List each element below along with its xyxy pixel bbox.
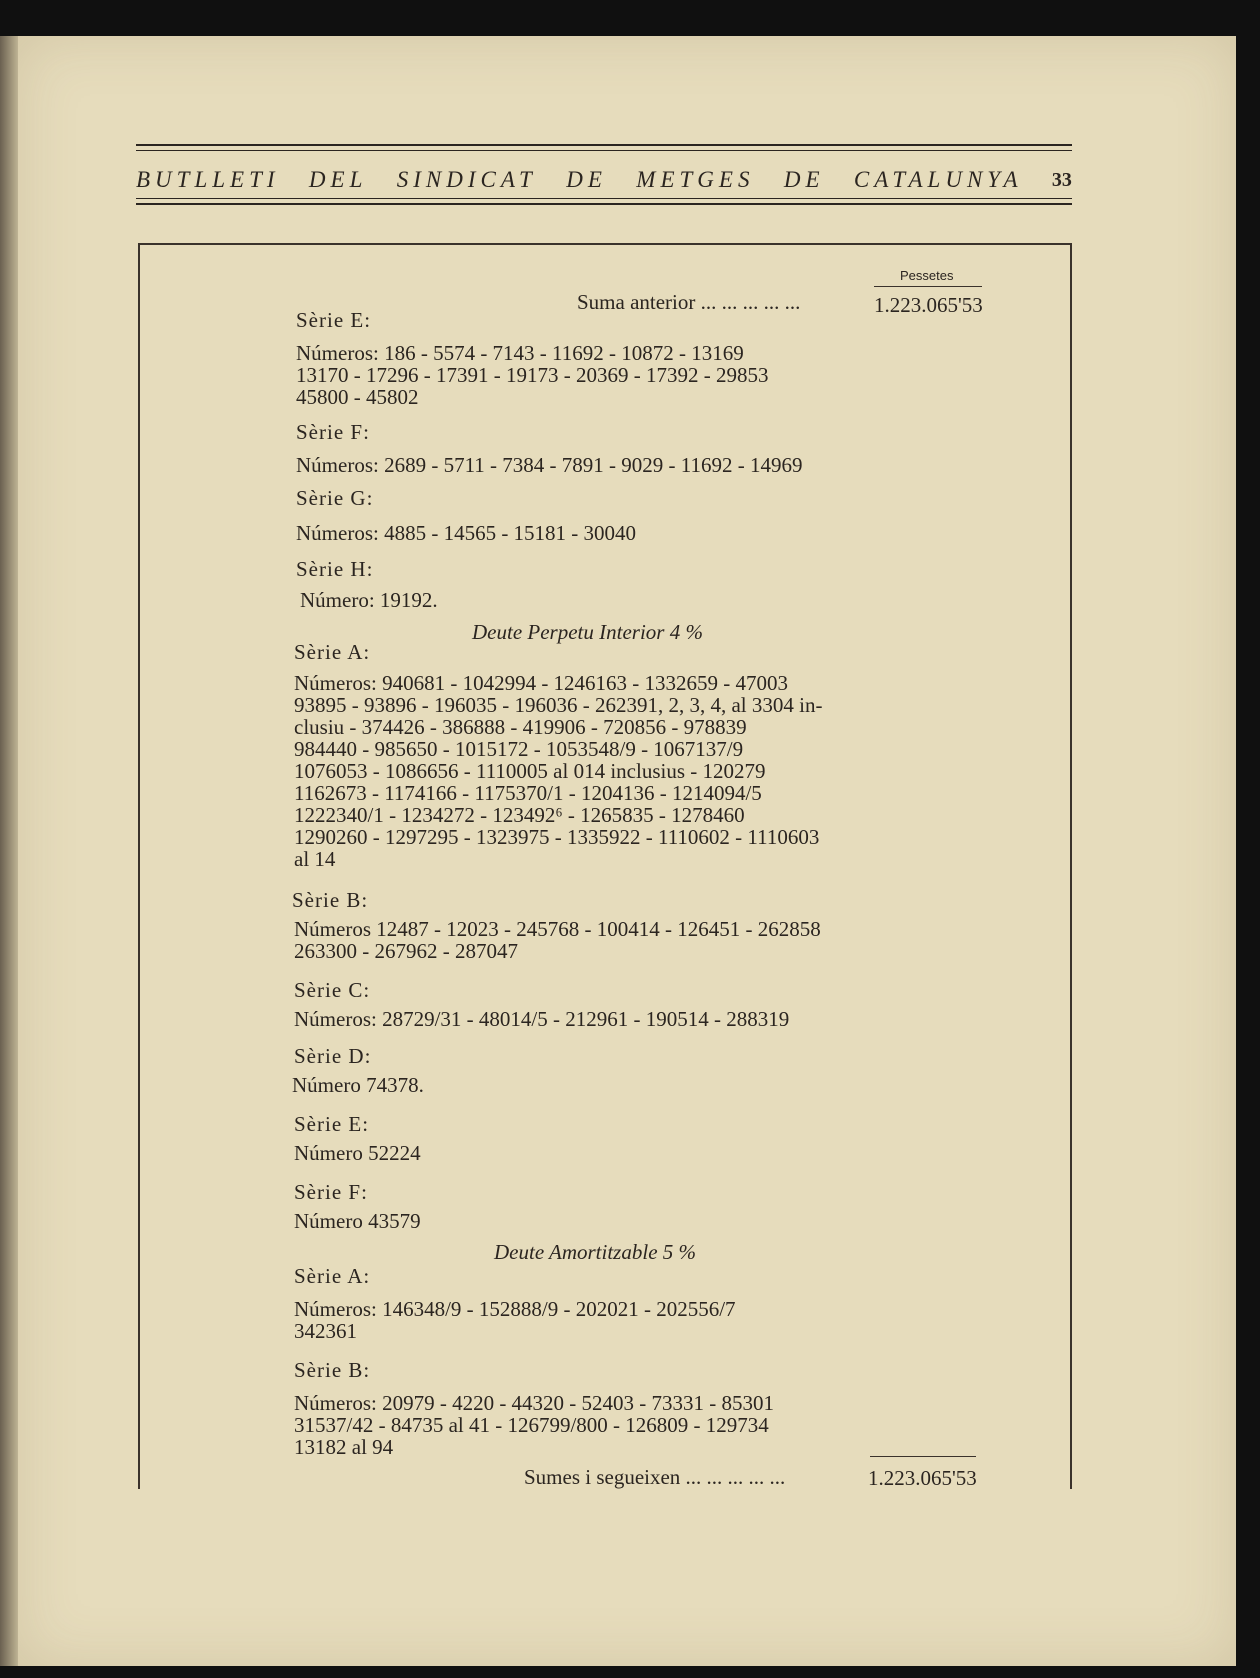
- numbers-line: 342361: [294, 1319, 357, 1343]
- serie-label: Sèrie F:: [296, 420, 370, 444]
- header-word: SINDICAT: [396, 167, 537, 192]
- serie-label: Sèrie A:: [294, 640, 371, 664]
- serie-label: Sèrie E:: [296, 308, 372, 332]
- serie-label: Sèrie B:: [292, 888, 369, 912]
- header-word: METGES: [636, 167, 755, 192]
- numbers-line: 1290260 - 1297295 - 1323975 - 1335922 - 1110602 - 1110603: [294, 825, 820, 849]
- numbers-line: Números: 28729/31 - 48014/5 - 212961 - 190514 - 288319: [294, 1007, 790, 1031]
- numbers-line: 31537/42 - 84735 al 41 - 126799/800 - 126809 - 129734: [294, 1413, 769, 1437]
- numbers-line: Número: 19192.: [300, 588, 438, 612]
- numbers-line: 984440 - 985650 - 1015172 - 1053548/9 - 1067137/9: [294, 737, 744, 761]
- header-word: CATALUNYA: [853, 167, 1023, 192]
- header-word: DE: [566, 167, 607, 192]
- serie-label: Sèrie B:: [294, 1358, 371, 1382]
- column-header-rule: [874, 286, 982, 287]
- section-title: Deute Perpetu Interior 4 %: [472, 620, 703, 644]
- numbers-line: 93895 - 93896 - 196035 - 196036 - 262391, 2, 3, 4, al 3304 in-: [294, 693, 823, 717]
- serie-label: Sèrie D:: [294, 1044, 372, 1068]
- numbers-line: Números: 4885 - 14565 - 15181 - 30040: [296, 521, 637, 545]
- numbers-line: Números: 940681 - 1042994 - 1246163 - 1332659 - 47003: [294, 671, 789, 695]
- running-header: [136, 162, 1072, 198]
- serie-label: Sèrie G:: [296, 486, 374, 510]
- serie-label: Sèrie C:: [294, 978, 371, 1002]
- serie-label: Sèrie A:: [294, 1264, 371, 1288]
- table-frame-right: [1070, 243, 1072, 1489]
- numbers-line: Número 43579: [294, 1209, 421, 1233]
- table-frame-left: [138, 243, 140, 1489]
- numbers-line: Números: 186 - 5574 - 7143 - 11692 - 10872 - 13169: [296, 341, 744, 365]
- header-word: BUTLLETI: [136, 167, 280, 192]
- numbers-line: al 14: [294, 847, 336, 871]
- numbers-line: Números: 20979 - 4220 - 44320 - 52403 - 73331 - 85301: [294, 1391, 775, 1415]
- sumes-amount: 1.223.065'53: [868, 1466, 977, 1490]
- serie-label: Sèrie H:: [296, 557, 374, 581]
- numbers-line: Números: 2689 - 5711 - 7384 - 7891 - 9029 - 11692 - 14969: [296, 453, 803, 477]
- suma-anterior-amount: 1.223.065'53: [874, 293, 983, 317]
- suma-anterior-label: Suma anterior ... ... ... ... ...: [577, 290, 801, 314]
- serie-label: Sèrie F:: [294, 1180, 368, 1204]
- header-rule-top: [136, 144, 1072, 146]
- serie-label: Sèrie E:: [294, 1112, 370, 1136]
- header-word: DE: [783, 167, 825, 192]
- header-rule-bottom-thin: [136, 198, 1072, 199]
- header-rule-bottom: [136, 203, 1072, 205]
- header-rule-top-thin: [136, 150, 1072, 151]
- total-rule: [870, 1456, 976, 1457]
- page-number: 33: [1051, 168, 1072, 191]
- numbers-line: Números 12487 - 12023 - 245768 - 100414 - 126451 - 262858: [294, 917, 821, 941]
- sumes-label: Sumes i segueixen ... ... ... ... ...: [524, 1465, 786, 1489]
- numbers-line: 13170 - 17296 - 17391 - 19173 - 20369 - 17392 - 29853: [296, 363, 769, 387]
- numbers-line: Números: 146348/9 - 152888/9 - 202021 - 202556/7: [294, 1297, 736, 1321]
- numbers-line: clusiu - 374426 - 386888 - 419906 - 720856 - 978839: [294, 715, 747, 739]
- numbers-line: 263300 - 267962 - 287047: [294, 939, 518, 963]
- numbers-line: 1162673 - 1174166 - 1175370/1 - 1204136 - 1214094/5: [294, 781, 762, 805]
- table-frame-top: [138, 243, 1072, 245]
- numbers-line: 13182 al 94: [294, 1435, 394, 1459]
- column-header: Pessetes: [900, 268, 954, 283]
- numbers-line: 1076053 - 1086656 - 1110005 al 014 inclusius - 120279: [294, 759, 766, 783]
- section-title: Deute Amortitzable 5 %: [494, 1240, 697, 1264]
- numbers-line: Número 74378.: [292, 1073, 424, 1097]
- header-word: DEL: [308, 167, 368, 192]
- numbers-line: Número 52224: [294, 1141, 421, 1165]
- numbers-line: 45800 - 45802: [296, 385, 419, 409]
- numbers-line: 1222340/1 - 1234272 - 123492⁶ - 1265835 - 1278460: [294, 803, 745, 827]
